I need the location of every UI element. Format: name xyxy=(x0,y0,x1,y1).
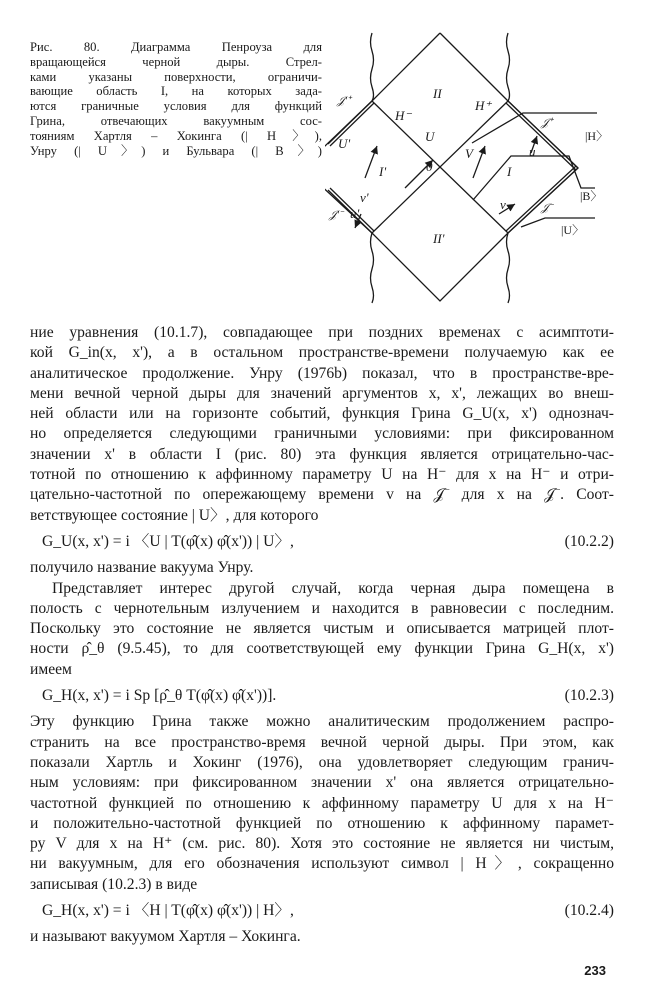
caption-line: Рис. 80. Диаграмма Пенроуза для xyxy=(30,40,322,54)
text-line: ни вакуумным, для его обозначения используют символ | H〉, сокращенно xyxy=(30,855,614,873)
text-line: аналитическое продолжение. Унру (1976b) показал, что в пространстве-вре- xyxy=(30,364,614,382)
label-v: v xyxy=(500,197,506,212)
text-line: и называют вакуумом Хартля – Хокинга. xyxy=(30,928,301,946)
ket-U-label: |U〉 xyxy=(561,223,585,237)
text-line: ности ρ̂_θ (9.5.45), то для соответствующей ему функции Грина G_H(x, x') xyxy=(30,640,614,658)
ket-B-label: |B〉 xyxy=(580,189,603,203)
label-scri-plus-left: 𝒥'⁺ xyxy=(337,95,351,107)
text-line: Эту функцию Грина также можно аналитическим продолжением распро- xyxy=(30,713,614,731)
penrose-diagram xyxy=(325,28,615,313)
text-line: кой G_in(x, x'), а в остальном пространстве-времени получаемую как ее xyxy=(30,344,614,362)
right-singularity-top xyxy=(507,33,510,101)
text-line: мени вечной черной дыры для значений аргументов x, x', лежащих во внеш- xyxy=(30,384,614,402)
label-u-prime: u' xyxy=(350,206,360,221)
body-text xyxy=(30,323,614,948)
text-line: ние уравнения (10.1.7), совпадающее при поздних временах с асимптоти- xyxy=(30,324,614,341)
equation-tag: (10.2.4) xyxy=(564,902,614,920)
label-v-prime: v' xyxy=(360,190,369,205)
caption-line: вращающейся черной дыры. Стрел- xyxy=(30,54,322,69)
text-line: значении x' в области I (рис. 80) эта функция является отрицательно-час- xyxy=(30,445,614,463)
text-line: имеем xyxy=(30,660,72,678)
equation-10-2-4 xyxy=(30,901,614,921)
equation-10-2-2 xyxy=(30,532,614,552)
label-U: U xyxy=(425,129,435,144)
label-H-minus: H⁻ xyxy=(395,108,412,123)
equation-formula: G_H(x, x') = i 〈H | T(φ̂(x) φ̂(x')) | H〉, xyxy=(42,902,294,920)
text-line: цательно-частотной по опережающему времени v на 𝒥⁻ для x на 𝒥⁻. Соот- xyxy=(30,486,614,504)
label-U-prime: U' xyxy=(338,136,351,151)
text-line: ней области или на горизонте событий, функция Грина G_U(x, x') однознач- xyxy=(30,405,614,423)
label-scri-minus-right: 𝒥⁻ xyxy=(541,202,553,214)
caption-line: вающие область I, на которых зада- xyxy=(30,84,322,99)
caption-line: Унру (| U〉) и Бульвара (| B〉) xyxy=(30,143,322,158)
text-line: Представляет интерес другой случай, когда черная дыра помещена в xyxy=(52,579,614,597)
text-line: полость с чернотельным излучением и находится в равновесии с последним. xyxy=(30,599,614,617)
equation-tag: (10.2.3) xyxy=(564,687,614,705)
label-origin: 0 xyxy=(426,159,433,174)
arrow-V xyxy=(473,146,485,178)
equation-formula: G_U(x, x') = i 〈U | T(φ̂(x) φ̂(x')) | U〉, xyxy=(42,532,294,550)
label-u: u xyxy=(529,144,536,159)
caption-line: тояниям Хартля – Хокинга (| H〉), xyxy=(30,128,322,143)
text-line: ветствующее состояние | U〉, для которого xyxy=(30,506,319,524)
page-number: 233 xyxy=(584,963,606,978)
label-scri-minus-left: 𝒥'⁻ xyxy=(329,209,343,221)
caption-line: Грина, отвечающих вакуумным сос- xyxy=(30,113,322,128)
caption-line: ются граничные условия для функций xyxy=(30,99,322,114)
text-line: получило название вакуума Унру. xyxy=(30,559,254,577)
equation-formula: G_H(x, x') = i Sp [ρ̂_θ T(φ̂(x) φ̂(x'))]. xyxy=(42,687,277,705)
text-line: и положительно-частотной функцией по отношению к аффинному парамет- xyxy=(30,814,614,832)
equation-10-2-3 xyxy=(30,686,614,706)
text-line: но определяется следующими граничными условиями: при фиксированном xyxy=(30,425,614,443)
text-line: частотной функцией по отношению к аффинному параметру U для x на H⁻ xyxy=(30,794,614,812)
text-line: ру V для x на H⁺ (см. рис. 80). Хотя это состояние не является ни чистым, xyxy=(30,835,614,853)
ket-H-label: |H〉 xyxy=(585,129,609,143)
text-line: тотной по отношению к аффинному параметру U на H⁻ для x на H⁻ и отри- xyxy=(30,466,614,484)
label-V: V xyxy=(465,146,473,161)
text-line: Поскольку это состояние не является чистым и описывается матрицей плот- xyxy=(30,620,614,638)
label-H-plus: H⁺ xyxy=(475,98,492,113)
caption-line: ками указаны поверхности, ограничи- xyxy=(30,69,322,84)
label-I-prime: I' xyxy=(379,164,387,179)
text-line: ным условиям: при фиксированном значении x' она является отрицательно- xyxy=(30,774,614,792)
label-II: II xyxy=(433,86,442,101)
left-singularity-bottom xyxy=(371,233,374,303)
text-line: записывая (10.2.3) в виде xyxy=(30,875,198,893)
equation-tag: (10.2.2) xyxy=(564,532,614,550)
outer-boundary xyxy=(325,33,578,301)
left-singularity-top xyxy=(371,33,374,101)
text-line: странить на все пространство-время вечной черной дыры. При этом, как xyxy=(30,733,614,751)
label-II-prime: II' xyxy=(433,231,445,246)
figure-caption xyxy=(30,40,322,158)
right-singularity-bottom xyxy=(507,233,510,303)
label-I: I xyxy=(507,164,512,179)
text-line: показали Хартль и Хокинг (1976), она удовлетворяет следующим гранич- xyxy=(30,753,614,771)
label-scri-plus-right: 𝒥⁺ xyxy=(541,117,553,129)
